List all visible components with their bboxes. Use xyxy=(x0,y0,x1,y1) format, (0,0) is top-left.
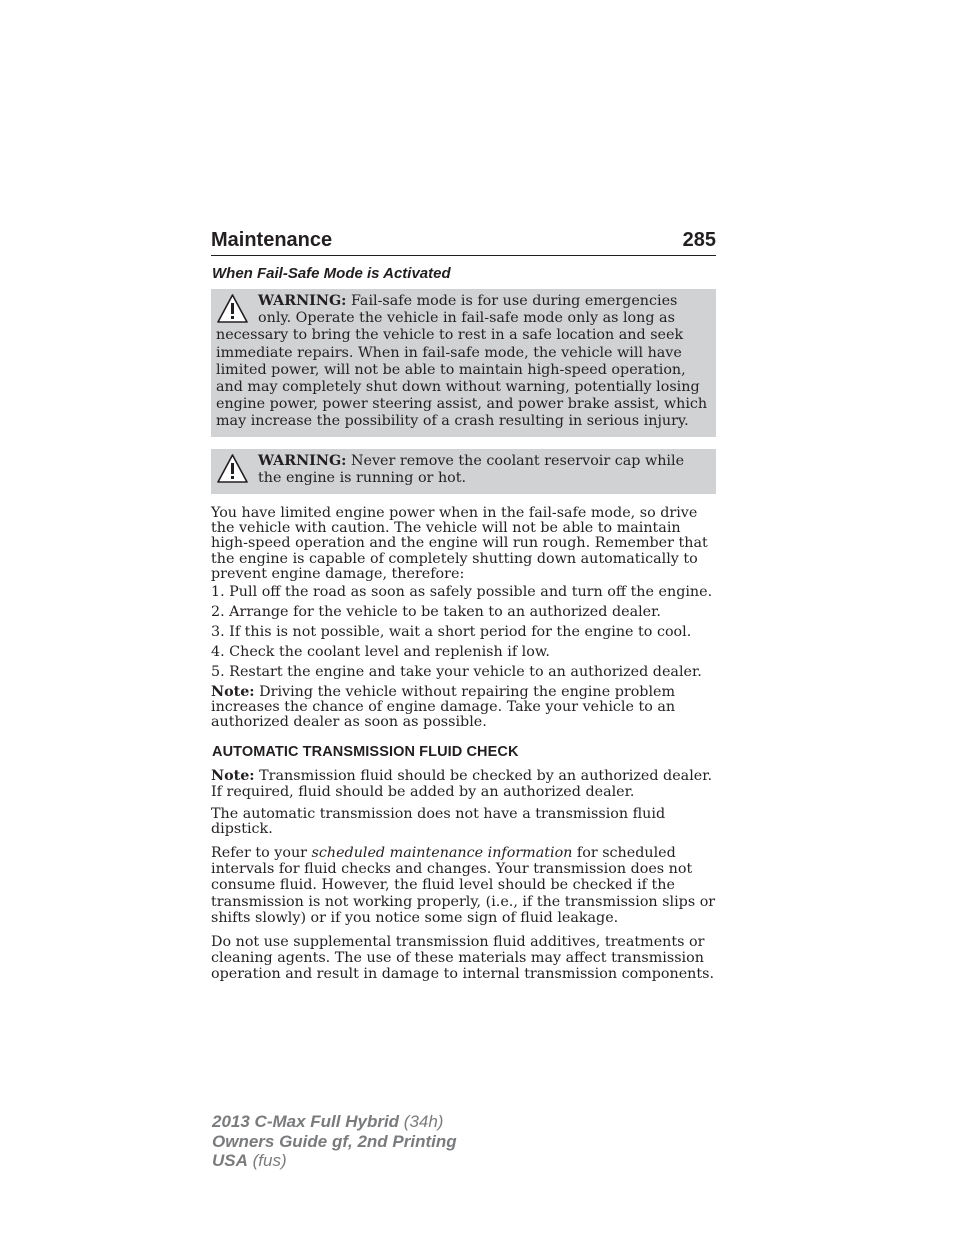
warning-icon xyxy=(216,293,249,325)
page-header xyxy=(211,229,716,256)
footer-line xyxy=(212,1132,457,1152)
note-text: Driving the vehicle without repairing the engine problem increases the chance of engine damage. Take your vehicle to an authorized dealer as soon as possible. xyxy=(211,683,676,730)
refer-paragraph xyxy=(211,845,716,927)
warning-text: Fail-safe mode is for use during emergencies only. Operate the vehicle in fail-safe mode only as long as necessary to bring the vehicle to rest in a safe location and seek immediate repairs. When in fail-safe mode, the vehicle will have limited power, will not be able to maintain high-speed operation, and may completely shut down without warning, potentially losing engine power, power steering assist, and power brake assist, which may increase the possibility of a crash resulting in serious injury. xyxy=(216,293,708,430)
list-item: 3. If this is not possible, wait a short period for the engine to cool. xyxy=(211,623,692,640)
note-paragraph xyxy=(211,768,716,800)
page-number: 285 xyxy=(682,229,716,251)
footer-line xyxy=(212,1112,457,1132)
note-label: Note: xyxy=(211,683,255,700)
note-text: Transmission fluid should be checked by an authorized dealer. If required, fluid should be added by an authorized dealer. xyxy=(211,768,713,801)
refer-text-after: for scheduled intervals for fluid checks and changes. Your transmission does not consume fluid. However, the fluid level should be checked if the transmission is not working properly, (i.e., if the transmission slips or shifts slowly) or if you notice some sign of fluid leakage. xyxy=(211,844,716,927)
list-item: 5. Restart the engine and take your vehicle to an authorized dealer. xyxy=(211,663,702,680)
note-paragraph xyxy=(211,685,716,731)
footer-model-code: (34h) xyxy=(399,1112,444,1131)
footer-model: 2013 C-Max Full Hybrid xyxy=(212,1112,400,1131)
warning-label: WARNING: xyxy=(258,452,347,469)
list-item: 4. Check the coolant level and replenish if low. xyxy=(211,643,550,660)
refer-emphasis: scheduled maintenance information xyxy=(311,844,573,861)
note-label: Note: xyxy=(211,768,255,785)
footer-line xyxy=(212,1151,457,1171)
list-item: 2. Arrange for the vehicle to be taken to an authorized dealer. xyxy=(211,603,661,620)
warning-box xyxy=(211,449,716,494)
dipstick-paragraph: The automatic transmission does not have a transmission fluid dipstick. xyxy=(211,806,666,838)
page-content xyxy=(211,229,716,983)
footer-guide: Owners Guide gf, 2nd Printing xyxy=(212,1131,457,1151)
footer-market: USA xyxy=(212,1151,248,1170)
warning-label: WARNING: xyxy=(258,293,347,309)
intro-paragraph: You have limited engine power when in the fail-safe mode, so drive the vehicle with caution. The vehicle will not be able to maintain high-speed operation and the engine will run rough. Remember that the engine is capable of completely shutting down automatically to prevent engine damage, therefore: xyxy=(211,505,708,582)
subheading: When Fail-Safe Mode is Activated xyxy=(212,265,451,282)
steps-list xyxy=(211,585,716,680)
warning-text: Never remove the coolant reservoir cap while the engine is running or hot. xyxy=(258,452,685,486)
section-heading: AUTOMATIC TRANSMISSION FLUID CHECK xyxy=(212,744,519,761)
warning-icon xyxy=(216,453,249,485)
additives-paragraph: Do not use supplemental transmission fluid additives, treatments or cleaning agents. The use of these materials may affect transmission operation and result in damage to internal transmission components. xyxy=(211,933,715,983)
refer-text-before: Refer to your xyxy=(211,844,312,861)
warning-box xyxy=(211,289,716,437)
list-item: 1. Pull off the road as soon as safely possible and turn off the engine. xyxy=(211,584,713,601)
page-footer xyxy=(212,1112,457,1171)
footer-market-code: (fus) xyxy=(247,1151,287,1170)
section-title: Maintenance xyxy=(211,229,333,251)
